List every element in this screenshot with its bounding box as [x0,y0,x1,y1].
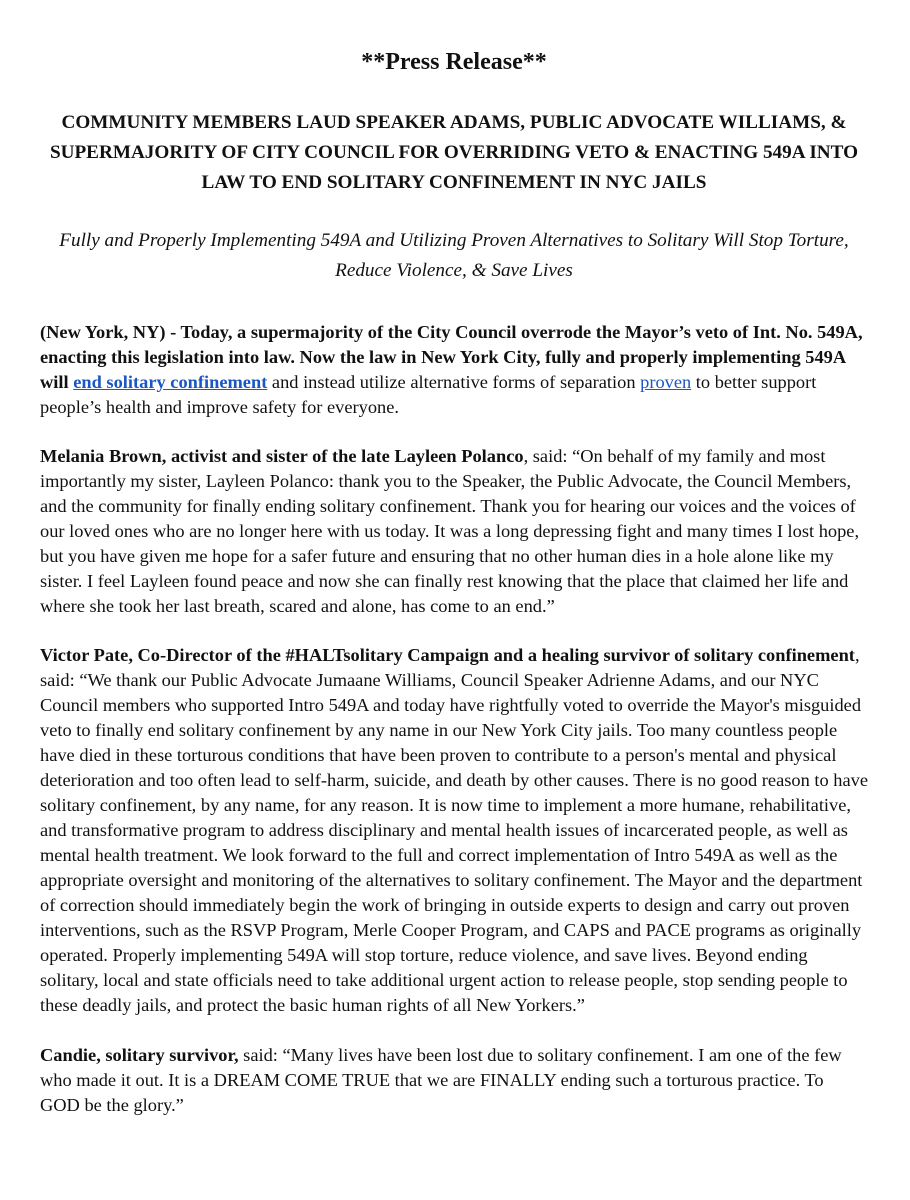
quote-said: , said: [523,446,573,466]
quote-speaker: Melania Brown, activist and sister of the late Layleen Polanco [40,446,524,466]
quote-victor-pate [40,643,868,1018]
subheadline: Fully and Properly Implementing 549A and Utilizing Proven Alternatives to Solitary Will Stop Torture, Reduce Violence, & Save Lives [59,230,849,281]
headline: COMMUNITY MEMBERS LAUD SPEAKER ADAMS, PUBLIC ADVOCATE WILLIAMS, & SUPERMAJORITY OF CITY COUNCIL FOR OVERRIDING VETO & ENACTING 549A INTO LAW TO END SOLITARY CONFINEMENT IN NYC JAILS [49,112,859,193]
quote-text: “Many lives have been lost due to solitary confinement. I am one of the few who made it out. It is a DREAM COME TRUE that we are FINALLY ending such a torturous practice. To GOD be the glory.” [40,1045,842,1115]
quote-candie [40,1043,868,1118]
intro-paragraph [40,320,868,420]
quote-text: “On behalf of my family and most importantly my sister, Layleen Polanco: thank you to the Speaker, the Public Advocate, the Council Members, and the community for finally ending solitary confinement. Thank you for hearing our voices and the voices of our loved ones who are no longer here with us today. It was a long depressing fight and many times I lost hope, but you have given me hope for a safer future and ensuring that no other human dies in a hole alone like my sister. I feel Layleen found peace and now she can finally rest knowing that the place that claimed her life and where she took her last breath, scared and alone, has come to an end.” [40,446,860,616]
end-solitary-confinement-link[interactable]: end solitary confinement [73,372,268,392]
intro-end-text: to better support people’s health and improve safety for everyone. [40,372,817,417]
quote-text: “We thank our Public Advocate Jumaane Williams, Council Speaker Adrienne Adams, and our NYC Council members who supported Intro 549A and today have rightfully voted to override the Mayor's misguided veto to finally end solitary confinement by any name in our New York City jails. Too many countless people have died in these torturous conditions that have been proven to contribute to a person's mental and physical deterioration and too often lead to self-harm, suicide, and death by other causes. There is no good reason to have solitary confinement, by any name, for any reason. It is now time to implement a more humane, rehabilitative, and transformative program to address disciplinary and mental health issues of incarcerated people, as well as mental health treatment. We look forward to the full and correct implementation of Intro 549A as well as the appropriate oversight and monitoring of the alternatives to solitary confinement. The Mayor and the department of correction should immediately begin the work of bringing in outside experts to design and carry out proven interventions, such as the RSVP Program, Merle Cooper Program, and CAPS and PACE programs as originally operated. Properly implementing 549A will stop torture, reduce violence, and save lives. Beyond ending solitary, local and state officials need to take additional urgent action to release people, stop sending people to these deadly jails, and protect the basic human rights of all New Yorkers.” [40,670,868,1015]
quote-melania-brown [40,444,868,619]
intro-middle-text: and instead utilize alternative forms of separation [267,372,641,392]
intro-bold-text: - Today, a supermajority of the City Council overrode the Mayor’s veto of Int. No. 549A, enacting this legislation into law. Now the law in New York City, fully and properly implementing 549A will [40,322,863,392]
quote-said: , said: [40,645,860,690]
dateline: (New York, NY) [40,322,166,342]
document-title: **Press Release** [361,49,547,75]
quote-said: said: [238,1045,283,1065]
proven-link[interactable]: proven [640,372,692,392]
quote-speaker: Candie, solitary survivor, [40,1045,239,1065]
quote-speaker: Victor Pate, Co-Director of the #HALTsolitary Campaign and a healing survivor of solitary confinement [40,645,855,665]
